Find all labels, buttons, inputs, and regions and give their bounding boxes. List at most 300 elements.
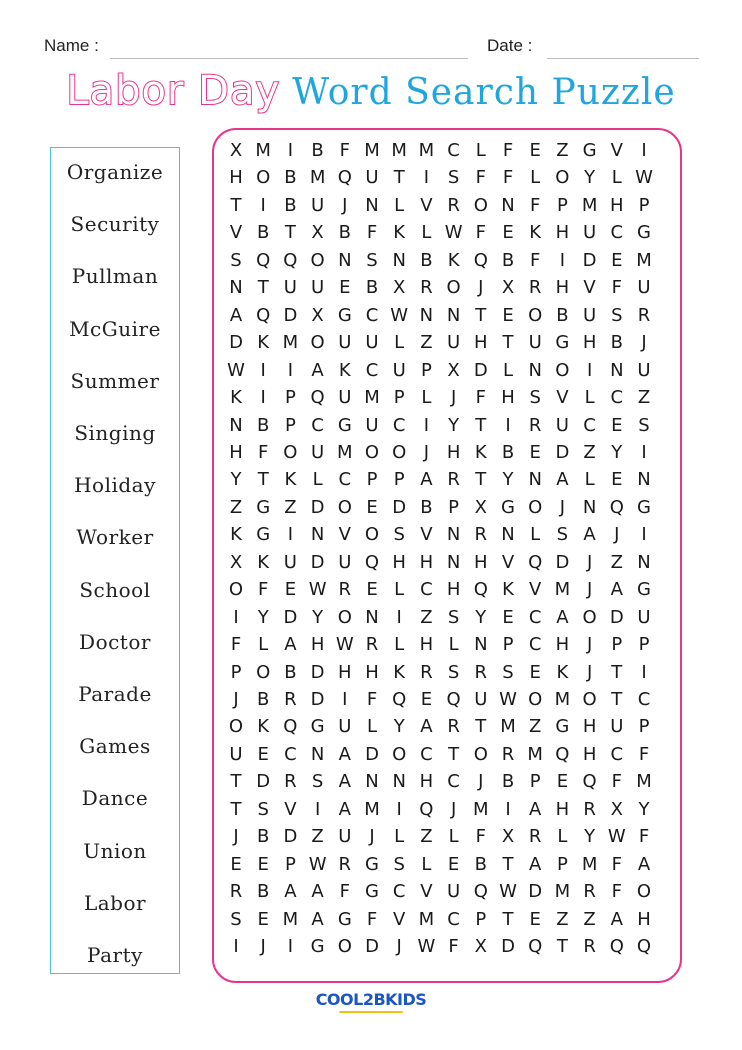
grid-letter[interactable]: I [505, 798, 511, 820]
grid-letter[interactable]: I [505, 414, 511, 436]
grid-letter[interactable]: F [611, 853, 622, 875]
grid-letter[interactable]: L [448, 826, 459, 848]
grid-letter[interactable]: J [233, 826, 239, 848]
grid-letter[interactable]: U [637, 359, 651, 381]
grid-letter[interactable]: N [365, 606, 379, 628]
grid-letter[interactable]: L [475, 140, 486, 161]
grid-letter[interactable]: R [338, 853, 352, 875]
grid-letter[interactable]: H [229, 441, 243, 463]
grid-letter[interactable]: S [311, 771, 324, 793]
grid-letter[interactable]: H [474, 332, 488, 354]
grid-letter[interactable]: N [419, 304, 434, 326]
grid-letter[interactable]: P [556, 194, 568, 216]
grid-letter[interactable]: Q [283, 249, 298, 271]
grid-letter[interactable]: Z [556, 908, 569, 930]
grid-letter[interactable]: P [420, 359, 432, 381]
grid-letter[interactable]: C [311, 414, 324, 436]
grid-letter[interactable]: K [556, 661, 569, 683]
grid-letter[interactable]: P [475, 908, 487, 930]
grid-letter[interactable]: J [586, 579, 593, 601]
grid-letter[interactable]: H [555, 798, 570, 820]
grid-letter[interactable]: M [364, 140, 380, 161]
grid-letter[interactable]: F [475, 167, 486, 189]
grid-letter[interactable]: N [310, 524, 325, 546]
grid-letter[interactable]: E [257, 743, 269, 765]
grid-letter[interactable]: A [338, 743, 351, 765]
grid-letter[interactable]: P [638, 716, 650, 738]
grid-letter[interactable]: B [365, 277, 379, 299]
grid-letter[interactable]: F [258, 441, 269, 463]
grid-letter[interactable]: Q [337, 167, 352, 189]
grid-letter[interactable]: T [230, 798, 242, 820]
grid-letter[interactable]: W [227, 359, 245, 381]
grid-letter[interactable]: O [528, 304, 543, 326]
grid-letter[interactable]: I [260, 194, 266, 216]
grid-letter[interactable]: F [611, 771, 622, 793]
grid-letter[interactable]: C [637, 689, 651, 710]
grid-letter[interactable]: R [528, 277, 542, 299]
grid-letter[interactable]: Q [473, 579, 488, 601]
grid-letter[interactable]: S [447, 606, 460, 628]
grid-letter[interactable]: G [555, 716, 570, 738]
grid-letter[interactable]: D [229, 332, 243, 354]
grid-letter[interactable]: W [607, 826, 626, 848]
grid-letter[interactable]: V [338, 524, 351, 546]
grid-letter[interactable]: R [583, 936, 596, 958]
grid-letter[interactable]: U [610, 716, 624, 738]
grid-letter[interactable]: C [420, 579, 433, 601]
grid-letter[interactable]: D [473, 359, 488, 381]
grid-letter[interactable]: S [393, 853, 405, 875]
grid-letter[interactable]: I [396, 798, 402, 820]
grid-letter[interactable]: V [501, 551, 515, 573]
grid-letter[interactable]: S [447, 167, 460, 189]
grid-letter[interactable]: F [366, 908, 378, 930]
grid-letter[interactable]: T [502, 853, 514, 875]
grid-letter[interactable]: Q [364, 551, 380, 573]
grid-letter[interactable]: N [501, 524, 515, 546]
grid-letter[interactable]: L [530, 167, 541, 189]
grid-letter[interactable]: S [638, 414, 650, 436]
grid-letter[interactable]: O [310, 249, 325, 271]
grid-letter[interactable]: M [391, 140, 407, 161]
grid-letter[interactable]: T [556, 936, 568, 958]
grid-letter[interactable]: U [283, 277, 297, 299]
grid-letter[interactable]: J [342, 194, 348, 216]
grid-letter[interactable]: U [392, 359, 406, 381]
grid-letter[interactable]: H [555, 277, 570, 299]
grid-letter[interactable]: D [392, 496, 407, 518]
grid-letter[interactable]: M [500, 716, 516, 738]
grid-letter[interactable]: U [338, 716, 352, 738]
grid-letter[interactable]: S [447, 661, 460, 683]
grid-letter[interactable]: C [610, 743, 624, 765]
grid-letter[interactable]: Q [256, 249, 271, 271]
grid-letter[interactable]: M [554, 579, 571, 601]
grid-letter[interactable]: A [610, 908, 623, 930]
grid-letter[interactable]: W [390, 304, 409, 326]
grid-letter[interactable]: C [365, 359, 379, 381]
grid-letter[interactable]: U [637, 606, 651, 628]
grid-letter[interactable]: B [284, 167, 297, 189]
grid-letter[interactable]: D [501, 936, 515, 958]
grid-letter[interactable]: M [581, 194, 598, 216]
grid-letter[interactable]: H [419, 634, 434, 656]
grid-letter[interactable]: T [230, 194, 242, 216]
grid-letter[interactable]: C [392, 414, 406, 436]
grid-letter[interactable]: G [637, 579, 651, 601]
grid-letter[interactable]: L [312, 469, 323, 491]
grid-letter[interactable]: F [530, 194, 541, 216]
grid-letter[interactable]: H [446, 441, 461, 463]
grid-letter[interactable]: V [284, 798, 297, 820]
grid-letter[interactable]: S [257, 798, 269, 820]
grid-letter[interactable]: X [610, 798, 623, 820]
grid-letter[interactable]: Z [529, 716, 542, 738]
grid-letter[interactable]: N [637, 469, 651, 491]
grid-letter[interactable]: Z [420, 606, 433, 628]
grid-letter[interactable]: F [339, 140, 350, 161]
grid-letter[interactable]: L [584, 469, 595, 491]
grid-letter[interactable]: R [420, 661, 433, 683]
grid-letter[interactable]: E [611, 414, 623, 436]
grid-letter[interactable]: H [582, 716, 597, 738]
grid-letter[interactable]: I [287, 359, 294, 381]
grid-letter[interactable]: Y [257, 606, 269, 628]
grid-letter[interactable]: S [366, 249, 378, 271]
grid-letter[interactable]: I [423, 167, 430, 189]
grid-letter[interactable]: T [475, 304, 487, 326]
grid-letter[interactable]: L [394, 826, 405, 848]
grid-letter[interactable]: I [342, 689, 348, 710]
grid-letter[interactable]: B [257, 222, 270, 244]
grid-letter[interactable]: U [229, 743, 243, 765]
grid-letter[interactable]: D [528, 881, 543, 903]
grid-letter[interactable]: M [364, 387, 380, 409]
grid-letter[interactable]: N [446, 304, 461, 326]
grid-letter[interactable]: U [555, 414, 569, 436]
grid-letter[interactable]: J [641, 332, 647, 354]
grid-letter[interactable]: I [287, 524, 294, 546]
grid-letter[interactable]: J [396, 936, 402, 958]
grid-letter[interactable]: I [641, 524, 647, 546]
grid-letter[interactable]: C [610, 387, 624, 409]
grid-letter[interactable]: P [284, 853, 296, 875]
grid-letter[interactable]: X [501, 277, 515, 299]
grid-letter[interactable]: S [611, 304, 623, 326]
grid-letter[interactable]: V [610, 140, 623, 161]
grid-letter[interactable]: E [556, 771, 569, 793]
grid-letter[interactable]: K [230, 524, 242, 546]
grid-letter[interactable]: J [423, 441, 430, 463]
grid-letter[interactable]: U [365, 332, 379, 354]
grid-letter[interactable]: H [501, 387, 515, 409]
grid-letter[interactable]: L [611, 167, 622, 189]
grid-letter[interactable]: O [337, 936, 352, 958]
grid-letter[interactable]: S [556, 524, 569, 546]
grid-letter[interactable]: E [502, 222, 514, 244]
grid-letter[interactable]: N [365, 771, 379, 793]
grid-letter[interactable]: X [229, 140, 243, 161]
grid-letter[interactable]: Q [609, 496, 624, 518]
grid-letter[interactable]: T [257, 277, 269, 299]
grid-letter[interactable]: J [450, 387, 457, 409]
grid-letter[interactable]: L [394, 579, 405, 601]
grid-letter[interactable]: O [528, 496, 543, 518]
grid-letter[interactable]: A [610, 579, 623, 601]
grid-letter[interactable]: E [529, 140, 541, 161]
grid-letter[interactable]: A [284, 881, 297, 903]
grid-letter[interactable]: U [583, 222, 597, 244]
grid-letter[interactable]: P [230, 661, 242, 683]
grid-letter[interactable]: T [475, 469, 487, 491]
grid-letter[interactable]: X [501, 826, 515, 848]
grid-letter[interactable]: I [396, 606, 402, 628]
grid-letter[interactable]: N [528, 359, 542, 381]
grid-letter[interactable]: P [366, 469, 378, 491]
grid-letter[interactable]: X [393, 277, 406, 299]
grid-letter[interactable]: X [474, 936, 487, 958]
grid-letter[interactable]: D [310, 661, 325, 683]
grid-letter[interactable]: S [393, 524, 405, 546]
grid-letter[interactable]: O [636, 881, 652, 903]
grid-letter[interactable]: O [582, 606, 597, 628]
grid-letter[interactable]: C [284, 743, 297, 765]
grid-letter[interactable]: N [474, 634, 488, 656]
grid-letter[interactable]: W [444, 222, 463, 244]
grid-letter[interactable]: O [392, 441, 407, 463]
grid-letter[interactable]: I [314, 798, 321, 820]
grid-letter[interactable]: O [228, 579, 244, 601]
grid-letter[interactable]: D [555, 551, 570, 573]
grid-letter[interactable]: P [284, 414, 296, 436]
grid-letter[interactable]: R [474, 661, 488, 683]
grid-letter[interactable]: E [529, 661, 541, 683]
grid-letter[interactable]: R [365, 634, 379, 656]
grid-letter[interactable]: H [446, 579, 461, 601]
grid-letter[interactable]: T [611, 661, 623, 683]
grid-letter[interactable]: J [559, 496, 566, 518]
grid-letter[interactable]: T [611, 689, 623, 710]
grid-letter[interactable]: U [338, 387, 352, 409]
grid-letter[interactable]: P [393, 387, 405, 409]
grid-letter[interactable]: X [311, 304, 324, 326]
grid-letter[interactable]: N [582, 496, 597, 518]
grid-letter[interactable]: Q [392, 689, 407, 710]
grid-letter[interactable]: N [310, 743, 325, 765]
grid-letter[interactable]: R [338, 579, 352, 601]
grid-letter[interactable]: C [610, 222, 624, 244]
grid-letter[interactable]: R [229, 881, 243, 903]
grid-letter[interactable]: F [475, 222, 486, 244]
grid-letter[interactable]: H [310, 634, 325, 656]
grid-letter[interactable]: B [338, 222, 351, 244]
grid-letter[interactable]: S [230, 249, 242, 271]
grid-letter[interactable]: V [229, 222, 243, 244]
grid-letter[interactable]: Q [636, 936, 652, 958]
grid-letter[interactable]: E [366, 496, 378, 518]
grid-letter[interactable]: R [501, 743, 515, 765]
grid-letter[interactable]: U [365, 167, 379, 189]
grid-letter[interactable]: O [228, 716, 244, 738]
grid-letter[interactable]: M [364, 798, 380, 820]
grid-letter[interactable]: D [365, 936, 379, 958]
grid-letter[interactable]: O [446, 277, 461, 299]
grid-letter[interactable]: L [448, 634, 459, 656]
grid-letter[interactable]: O [256, 661, 271, 683]
grid-letter[interactable]: B [501, 249, 515, 271]
grid-letter[interactable]: E [257, 908, 269, 930]
grid-letter[interactable]: O [528, 689, 543, 710]
grid-letter[interactable]: C [338, 469, 352, 491]
grid-letter[interactable]: F [530, 249, 541, 271]
grid-letter[interactable]: L [421, 853, 432, 875]
grid-letter[interactable]: F [366, 689, 378, 710]
grid-letter[interactable]: N [338, 249, 352, 271]
grid-letter[interactable]: X [474, 496, 487, 518]
grid-letter[interactable]: F [611, 277, 622, 299]
grid-letter[interactable]: Z [583, 441, 596, 463]
grid-letter[interactable]: K [447, 249, 460, 271]
grid-letter[interactable]: R [528, 826, 542, 848]
grid-letter[interactable]: Z [420, 332, 433, 354]
grid-letter[interactable]: G [256, 496, 271, 518]
grid-letter[interactable]: C [528, 634, 542, 656]
grid-letter[interactable]: B [284, 194, 297, 216]
grid-letter[interactable]: G [365, 853, 379, 875]
grid-letter[interactable]: J [369, 826, 375, 848]
grid-letter[interactable]: T [475, 414, 487, 436]
grid-letter[interactable]: T [502, 908, 514, 930]
grid-letter[interactable]: H [229, 167, 243, 189]
grid-letter[interactable]: L [366, 716, 378, 738]
grid-letter[interactable]: P [448, 496, 460, 518]
grid-letter[interactable]: O [364, 441, 380, 463]
grid-letter[interactable]: Y [448, 414, 460, 436]
grid-letter[interactable]: E [611, 249, 623, 271]
grid-letter[interactable]: U [528, 332, 542, 354]
grid-letter[interactable]: U [637, 277, 651, 299]
grid-letter[interactable]: A [637, 853, 651, 875]
grid-letter[interactable]: L [421, 387, 432, 409]
grid-letter[interactable]: A [583, 524, 596, 546]
grid-letter[interactable]: E [502, 606, 514, 628]
grid-letter[interactable]: H [610, 194, 624, 216]
grid-letter[interactable]: R [474, 524, 488, 546]
grid-letter[interactable]: I [233, 936, 239, 958]
grid-letter[interactable]: M [282, 332, 299, 354]
grid-letter[interactable]: C [583, 414, 596, 436]
grid-letter[interactable]: G [310, 716, 325, 738]
grid-letter[interactable]: H [555, 222, 570, 244]
grid-letter[interactable]: G [337, 304, 352, 326]
grid-letter[interactable]: R [284, 689, 297, 710]
grid-letter[interactable]: A [338, 771, 351, 793]
grid-letter[interactable]: K [338, 359, 351, 381]
grid-letter[interactable]: M [554, 689, 571, 710]
grid-letter[interactable]: B [501, 771, 515, 793]
grid-letter[interactable]: A [420, 469, 433, 491]
grid-letter[interactable]: Q [609, 936, 624, 958]
grid-letter[interactable]: F [611, 881, 622, 903]
grid-letter[interactable]: D [609, 606, 624, 628]
grid-letter[interactable]: H [582, 743, 597, 765]
grid-letter[interactable]: R [420, 277, 433, 299]
grid-letter[interactable]: M [418, 908, 435, 930]
grid-letter[interactable]: P [611, 634, 623, 656]
grid-letter[interactable]: O [392, 743, 407, 765]
grid-letter[interactable]: K [393, 222, 406, 244]
grid-letter[interactable]: C [365, 304, 379, 326]
grid-letter[interactable]: J [586, 634, 593, 656]
grid-letter[interactable]: Q [528, 936, 543, 958]
grid-letter[interactable]: W [635, 167, 653, 189]
grid-letter[interactable]: D [555, 441, 570, 463]
grid-letter[interactable]: U [311, 194, 325, 216]
grid-letter[interactable]: P [638, 194, 650, 216]
grid-letter[interactable]: F [230, 634, 242, 656]
grid-letter[interactable]: O [582, 689, 597, 710]
grid-letter[interactable]: H [555, 634, 570, 656]
grid-letter[interactable]: U [338, 826, 352, 848]
grid-letter[interactable]: Q [528, 551, 543, 573]
grid-letter[interactable]: M [255, 140, 271, 161]
grid-letter[interactable]: N [528, 469, 542, 491]
grid-letter[interactable]: B [610, 332, 623, 354]
grid-letter[interactable]: D [310, 689, 325, 710]
grid-letter[interactable]: Z [284, 496, 297, 518]
grid-letter[interactable]: T [502, 332, 514, 354]
grid-letter[interactable]: U [474, 689, 488, 710]
grid-letter[interactable]: Q [582, 771, 597, 793]
grid-letter[interactable]: G [637, 496, 651, 518]
grid-letter[interactable]: I [260, 359, 266, 381]
grid-letter[interactable]: J [586, 551, 593, 573]
grid-letter[interactable]: Z [637, 387, 651, 409]
grid-letter[interactable]: Q [473, 249, 488, 271]
grid-letter[interactable]: M [418, 140, 435, 161]
grid-letter[interactable]: L [421, 222, 432, 244]
grid-letter[interactable]: H [474, 551, 488, 573]
grid-letter[interactable]: F [366, 222, 378, 244]
grid-letter[interactable]: Z [229, 496, 243, 518]
grid-letter[interactable]: N [637, 551, 651, 573]
grid-letter[interactable]: B [311, 140, 324, 161]
grid-letter[interactable]: Q [473, 881, 488, 903]
grid-letter[interactable]: T [257, 469, 269, 491]
grid-letter[interactable]: G [501, 496, 515, 518]
grid-letter[interactable]: Y [230, 469, 242, 491]
grid-letter[interactable]: N [392, 249, 406, 271]
grid-letter[interactable]: D [256, 771, 271, 793]
grid-letter[interactable]: A [529, 853, 542, 875]
grid-letter[interactable]: N [446, 524, 461, 546]
grid-letter[interactable]: C [420, 743, 433, 765]
grid-letter[interactable]: U [447, 332, 461, 354]
grid-letter[interactable]: J [478, 771, 484, 793]
grid-letter[interactable]: U [311, 277, 325, 299]
grid-letter[interactable]: F [502, 167, 514, 189]
grid-letter[interactable]: O [310, 332, 325, 354]
grid-letter[interactable]: A [338, 798, 351, 820]
grid-letter[interactable]: C [447, 771, 460, 793]
grid-letter[interactable]: R [637, 304, 651, 326]
grid-letter[interactable]: D [365, 743, 379, 765]
grid-letter[interactable]: G [337, 414, 352, 436]
grid-letter[interactable]: K [257, 551, 270, 573]
grid-letter[interactable]: I [287, 936, 294, 958]
grid-letter[interactable]: J [233, 689, 239, 710]
